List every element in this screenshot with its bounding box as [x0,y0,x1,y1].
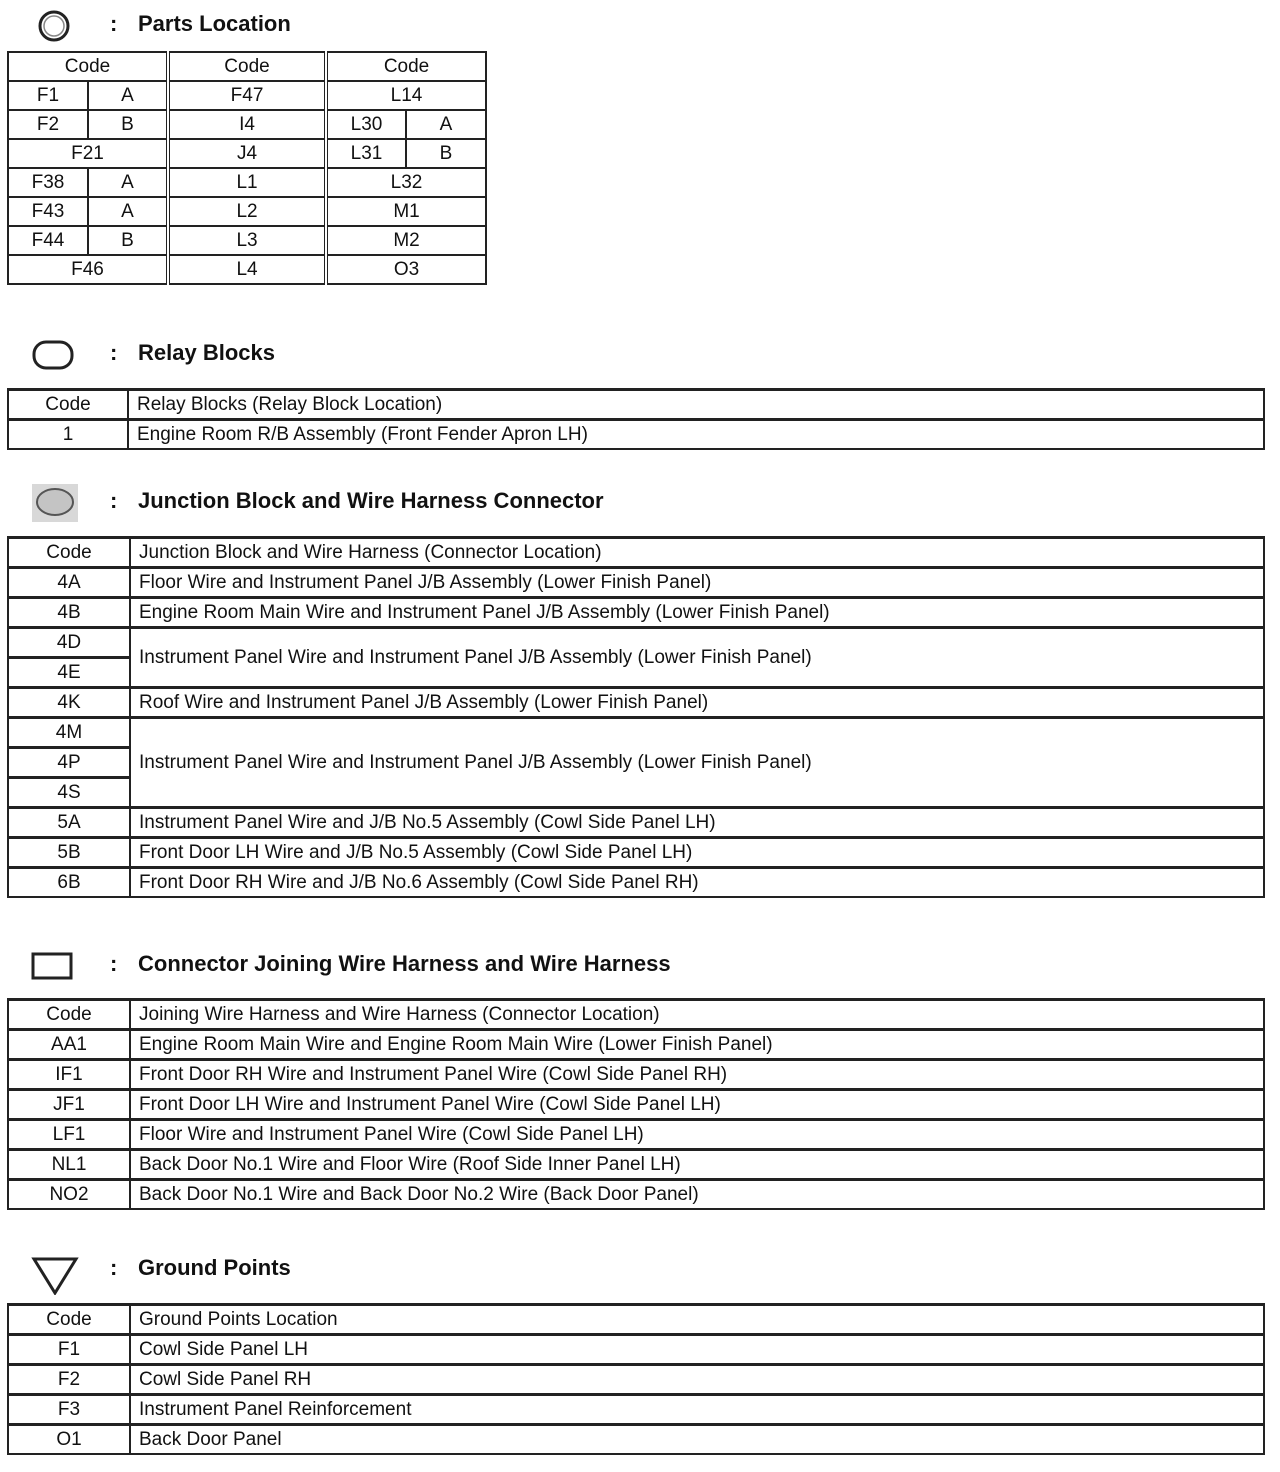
table-row [8,168,486,197]
desc-cell: Engine Room R/B Assembly (Front Fender Apron LH) [128,420,1264,450]
code-cell: F38 [8,168,88,197]
junction-block-table [7,536,1265,898]
table-row [8,226,486,255]
desc-header: Relay Blocks (Relay Block Location) [128,390,1264,420]
code-cell: 6B [8,868,130,898]
parts-location-table [7,51,487,285]
table-row [8,838,1264,868]
code-cell: L30 [326,110,406,139]
code-cell: L32 [326,168,486,197]
sub-cell: A [88,168,168,197]
code-cell: AA1 [8,1030,130,1060]
desc-cell: Instrument Panel Wire and Instrument Panel J/B Assembly (Lower Finish Panel) [130,718,1264,808]
colon: : [110,1255,118,1280]
code-header: Code [8,1305,130,1335]
code-cell: 4E [8,658,130,688]
code-cell: 4K [8,688,130,718]
code-header: Code [8,538,130,568]
code-cell: IF1 [8,1060,130,1090]
code-cell: L3 [168,226,326,255]
table-row [8,255,486,284]
code-cell: F47 [168,81,326,110]
sub-cell: B [88,226,168,255]
table-row [8,808,1264,838]
desc-cell: Cowl Side Panel LH [130,1335,1264,1365]
connector-joining-table [7,998,1265,1210]
sub-cell: A [88,81,168,110]
desc-cell: Instrument Panel Reinforcement [130,1395,1264,1425]
table-row [8,81,486,110]
code-cell: JF1 [8,1090,130,1120]
table-row [8,1120,1264,1150]
code-cell: F43 [8,197,88,226]
code-cell: F21 [8,139,168,168]
colon: : [110,951,118,976]
rectangle-icon [30,947,80,983]
code-cell: L2 [168,197,326,226]
table-row [8,688,1264,718]
table-row [8,868,1264,898]
table-row [8,1395,1264,1425]
code-header: Code [326,52,486,81]
colon: : [110,11,118,36]
code-cell: 4M [8,718,130,748]
table-row [8,420,1264,450]
table-header-row [8,1000,1264,1030]
table-row [8,1365,1264,1395]
ground-points-table [7,1303,1265,1455]
code-cell: F2 [8,110,88,139]
table-header-row [8,390,1264,420]
table-row [8,1060,1264,1090]
section-title: Ground Points [138,1255,291,1280]
triangle-icon [30,1251,80,1295]
rounded-rect-icon [30,336,80,372]
desc-header: Ground Points Location [130,1305,1264,1335]
code-cell: F3 [8,1395,130,1425]
table-row [8,598,1264,628]
table-row [8,1335,1264,1365]
parts-location-header [0,5,1280,45]
code-cell: 1 [8,420,128,450]
code-header: Code [8,52,168,81]
code-cell: M2 [326,226,486,255]
desc-cell: Cowl Side Panel RH [130,1365,1264,1395]
table-row [8,1030,1264,1060]
desc-cell: Engine Room Main Wire and Engine Room Main Wire (Lower Finish Panel) [130,1030,1264,1060]
code-cell: F46 [8,255,168,284]
desc-cell: Roof Wire and Instrument Panel J/B Assembly (Lower Finish Panel) [130,688,1264,718]
desc-cell: Front Door LH Wire and Instrument Panel Wire (Cowl Side Panel LH) [130,1090,1264,1120]
desc-cell: Floor Wire and Instrument Panel Wire (Cowl Side Panel LH) [130,1120,1264,1150]
code-cell: 4A [8,568,130,598]
code-cell: 4B [8,598,130,628]
code-cell: O3 [326,255,486,284]
circle-icon [30,7,80,43]
table-header-row [8,52,486,81]
code-cell: I4 [168,110,326,139]
ground-points-header [0,1249,1280,1289]
desc-cell: Back Door Panel [130,1425,1264,1455]
sub-cell: B [406,139,486,168]
connector-joining-header [0,945,1280,985]
desc-cell: Back Door No.1 Wire and Back Door No.2 Wire (Back Door Panel) [130,1180,1264,1210]
desc-cell: Instrument Panel Wire and Instrument Panel J/B Assembly (Lower Finish Panel) [130,628,1264,688]
desc-cell: Back Door No.1 Wire and Floor Wire (Roof Side Inner Panel LH) [130,1150,1264,1180]
section-title: Junction Block and Wire Harness Connector [138,488,604,513]
code-cell: NO2 [8,1180,130,1210]
table-header-row [8,538,1264,568]
code-cell: 5B [8,838,130,868]
code-cell: LF1 [8,1120,130,1150]
table-row [8,1150,1264,1180]
colon: : [110,488,118,513]
sub-cell: B [88,110,168,139]
desc-header: Joining Wire Harness and Wire Harness (Connector Location) [130,1000,1264,1030]
desc-cell: Front Door LH Wire and J/B No.5 Assembly (Cowl Side Panel LH) [130,838,1264,868]
table-row [8,110,486,139]
table-row [8,628,1264,658]
table-row [8,1425,1264,1455]
table-row [8,197,486,226]
section-title: Relay Blocks [138,340,275,365]
code-cell: L1 [168,168,326,197]
sub-cell: A [88,197,168,226]
table-row [8,1090,1264,1120]
code-cell: L14 [326,81,486,110]
section-title: Connector Joining Wire Harness and Wire Harness [138,951,671,976]
code-cell: F2 [8,1365,130,1395]
relay-blocks-header [0,334,1280,374]
code-cell: 4D [8,628,130,658]
code-header: Code [168,52,326,81]
desc-cell: Instrument Panel Wire and J/B No.5 Assembly (Cowl Side Panel LH) [130,808,1264,838]
code-cell: 5A [8,808,130,838]
table-row [8,139,486,168]
desc-cell: Front Door RH Wire and J/B No.6 Assembly (Cowl Side Panel RH) [130,868,1264,898]
code-cell: M1 [326,197,486,226]
code-cell: NL1 [8,1150,130,1180]
colon: : [110,340,118,365]
table-row [8,718,1264,748]
sub-cell: A [406,110,486,139]
code-cell: F1 [8,81,88,110]
section-title: Parts Location [138,11,291,36]
code-cell: L31 [326,139,406,168]
desc-cell: Floor Wire and Instrument Panel J/B Assembly (Lower Finish Panel) [130,568,1264,598]
code-cell: F1 [8,1335,130,1365]
code-cell: L4 [168,255,326,284]
code-header: Code [8,1000,130,1030]
code-cell: 4S [8,778,130,808]
code-header: Code [8,390,128,420]
code-cell: O1 [8,1425,130,1455]
code-cell: J4 [168,139,326,168]
table-header-row [8,1305,1264,1335]
relay-blocks-table [7,388,1265,450]
table-row [8,1180,1264,1210]
junction-block-header [0,482,1280,522]
code-cell: 4P [8,748,130,778]
desc-header: Junction Block and Wire Harness (Connector Location) [130,538,1264,568]
desc-cell: Front Door RH Wire and Instrument Panel Wire (Cowl Side Panel RH) [130,1060,1264,1090]
shaded-oval-icon [30,478,80,522]
code-cell: F44 [8,226,88,255]
table-row [8,568,1264,598]
desc-cell: Engine Room Main Wire and Instrument Panel J/B Assembly (Lower Finish Panel) [130,598,1264,628]
